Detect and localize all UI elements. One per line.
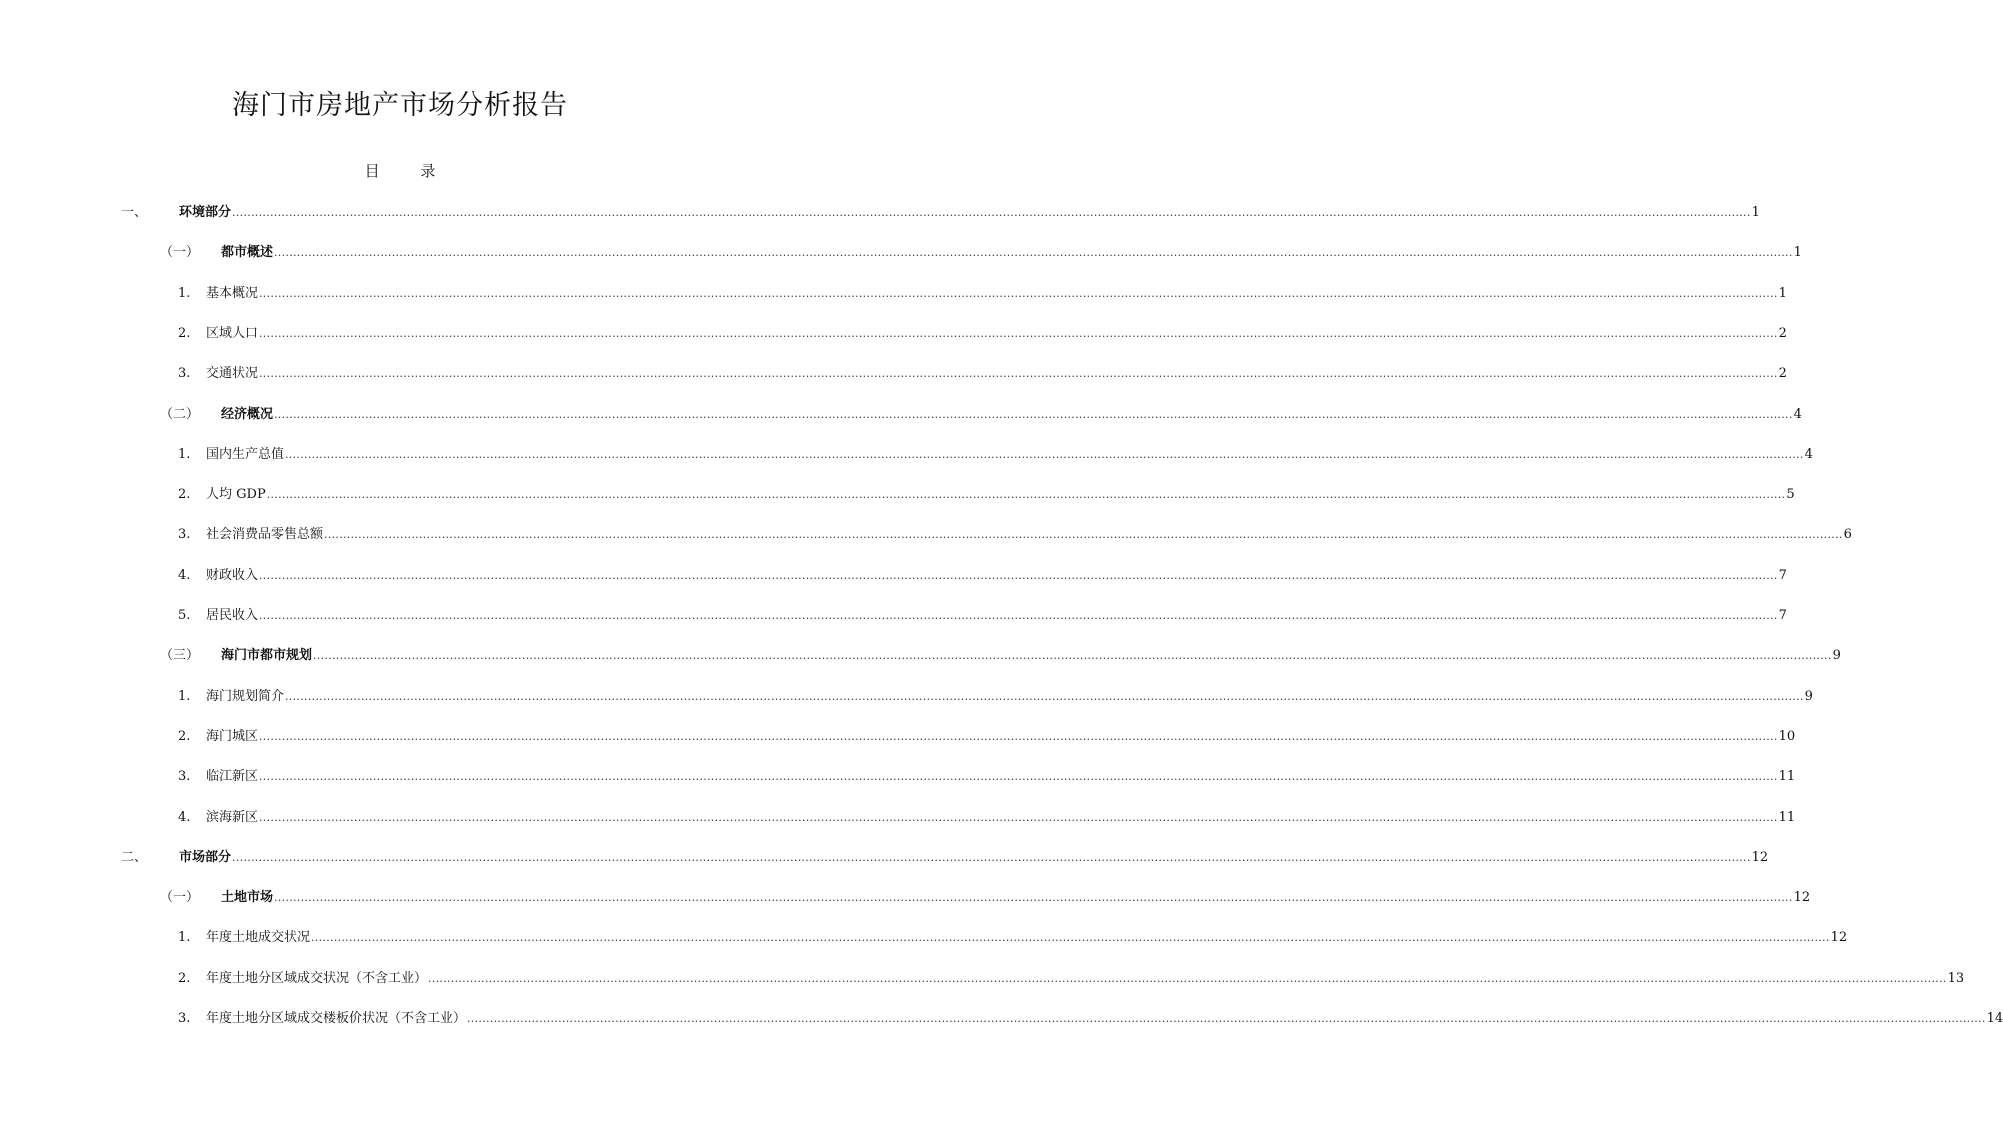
toc-entry[interactable] — [0, 928, 1848, 948]
toc-entry-page-number: 7 — [1778, 608, 1787, 623]
toc-entry[interactable] — [0, 1009, 2003, 1029]
toc-entry-label: 经济概况 — [221, 407, 274, 422]
toc-entry-label: 社会消费品零售总额 — [206, 527, 324, 542]
toc-entry-number: 2. — [178, 487, 191, 502]
toc-dot-leader: ................................................................................................................................................................................................................................................................................................................................................................................................................ — [428, 972, 1947, 985]
toc-dot-leader: ................................................................................................................................................................................................................................................................................................................................................................................................................ — [311, 931, 1830, 944]
toc-entry-number: （三） — [160, 648, 200, 663]
toc-entry-label: 都市概述 — [221, 245, 274, 260]
toc-dot-leader: ................................................................................................................................................................................................................................................................................................................................................................................................................ — [259, 287, 1778, 300]
toc-entry[interactable] — [0, 606, 1787, 626]
toc-entry-label: 海门城区 — [206, 729, 259, 744]
toc-dot-leader: ................................................................................................................................................................................................................................................................................................................................................................................................................ — [259, 569, 1778, 582]
toc-entry-number: 4. — [178, 810, 191, 825]
toc-entry-number: （二） — [160, 407, 200, 422]
toc-entry-number: 3. — [178, 769, 191, 784]
toc-entry-number: 1. — [178, 286, 191, 301]
toc-entry[interactable] — [0, 687, 1813, 707]
toc-entry-page-number: 1 — [1751, 205, 1760, 220]
toc-entry-page-number: 2 — [1778, 326, 1787, 341]
toc-entry-number: 5. — [178, 608, 191, 623]
toc-entry-page-number: 13 — [1947, 971, 1965, 986]
toc-entry-page-number: 1 — [1793, 245, 1802, 260]
toc-dot-leader: ................................................................................................................................................................................................................................................................................................................................................................................................................ — [285, 690, 1804, 703]
toc-entry-page-number: 12 — [1830, 930, 1848, 945]
toc-entry-label: 海门市都市规划 — [221, 648, 313, 663]
toc-entry-label: 基本概况 — [206, 286, 259, 301]
toc-entry[interactable] — [0, 324, 1787, 344]
toc-dot-leader: ................................................................................................................................................................................................................................................................................................................................................................................................................ — [274, 891, 1793, 904]
toc-entry-page-number: 12 — [1751, 850, 1769, 865]
toc-entry-label: 居民收入 — [206, 608, 259, 623]
toc-entry-page-number: 6 — [1843, 527, 1852, 542]
toc-entry-number: 3. — [178, 527, 191, 542]
toc-entry-label: 交通状况 — [206, 366, 259, 381]
toc-entry[interactable] — [0, 727, 1796, 747]
toc-dot-leader: ................................................................................................................................................................................................................................................................................................................................................................................................................ — [232, 851, 1751, 864]
toc-entry-label: 滨海新区 — [206, 810, 259, 825]
toc-entry[interactable] — [0, 888, 1811, 908]
toc-entry-page-number: 9 — [1804, 689, 1813, 704]
toc-dot-leader: ................................................................................................................................................................................................................................................................................................................................................................................................................ — [467, 1012, 1986, 1025]
toc-dot-leader: ................................................................................................................................................................................................................................................................................................................................................................................................................ — [274, 246, 1793, 259]
toc-entry-number: 二、 — [121, 850, 148, 865]
toc-dot-leader: ................................................................................................................................................................................................................................................................................................................................................................................................................ — [259, 811, 1778, 824]
toc-dot-leader: ................................................................................................................................................................................................................................................................................................................................................................................................................ — [259, 327, 1778, 340]
toc-entry-page-number: 11 — [1778, 769, 1796, 784]
toc-entry-number: （一） — [160, 245, 200, 260]
toc-entry[interactable] — [0, 848, 1769, 868]
document-title: 海门市房地产市场分析报告 — [232, 90, 568, 121]
toc-entry-label: 临江新区 — [206, 769, 259, 784]
toc-entry[interactable] — [0, 445, 1813, 465]
toc-entry-label: 人均 GDP — [206, 487, 266, 502]
toc-entry-page-number: 5 — [1786, 487, 1795, 502]
toc-entry-number: 1. — [178, 930, 191, 945]
toc-dot-leader: ................................................................................................................................................................................................................................................................................................................................................................................................................ — [259, 609, 1778, 622]
toc-entry-number: 一、 — [121, 205, 148, 220]
toc-entry[interactable] — [0, 243, 1802, 263]
toc-entry-label: 财政收入 — [206, 568, 259, 583]
toc-entry[interactable] — [0, 284, 1787, 304]
toc-entry-number: 1. — [178, 689, 191, 704]
toc-dot-leader: ................................................................................................................................................................................................................................................................................................................................................................................................................ — [259, 730, 1778, 743]
toc-dot-leader: ................................................................................................................................................................................................................................................................................................................................................................................................................ — [259, 367, 1778, 380]
toc-entry-number: 3. — [178, 1011, 191, 1026]
toc-entry[interactable] — [0, 969, 1965, 989]
toc-entry-page-number: 10 — [1778, 729, 1796, 744]
toc-entry[interactable] — [0, 203, 1760, 223]
toc-entry-label: 土地市场 — [221, 890, 274, 905]
toc-entry-number: 1. — [178, 447, 191, 462]
toc-entry-page-number: 2 — [1778, 366, 1787, 381]
toc-entry-number: 4. — [178, 568, 191, 583]
toc-entry-page-number: 9 — [1832, 648, 1841, 663]
toc-dot-leader: ................................................................................................................................................................................................................................................................................................................................................................................................................ — [285, 448, 1804, 461]
toc-entry[interactable] — [0, 566, 1787, 586]
toc-dot-leader: ................................................................................................................................................................................................................................................................................................................................................................................................................ — [259, 770, 1778, 783]
toc-entry-label: 年度土地成交状况 — [206, 930, 311, 945]
toc-dot-leader: ................................................................................................................................................................................................................................................................................................................................................................................................................ — [324, 528, 1843, 541]
toc-entry-label: 海门规划简介 — [206, 689, 285, 704]
toc-entry-label: 市场部分 — [179, 850, 232, 865]
toc-entry-page-number: 1 — [1778, 286, 1787, 301]
toc-entry-page-number: 7 — [1778, 568, 1787, 583]
toc-entry-label: 年度土地分区域成交楼板价状况（不含工业） — [206, 1011, 467, 1026]
toc-entry[interactable] — [0, 767, 1796, 787]
toc-entry-number: （一） — [160, 890, 200, 905]
toc-entry-label: 年度土地分区域成交状况（不含工业） — [206, 971, 428, 986]
toc-entry-label: 区域人口 — [206, 326, 259, 341]
toc-entry-page-number: 4 — [1804, 447, 1813, 462]
toc-entry-page-number: 12 — [1793, 890, 1811, 905]
toc-dot-leader: ................................................................................................................................................................................................................................................................................................................................................................................................................ — [313, 649, 1832, 662]
toc-entry-number: 2. — [178, 326, 191, 341]
toc-entry-page-number: 11 — [1778, 810, 1796, 825]
toc-heading: 目 录 — [364, 162, 454, 180]
toc-dot-leader: ................................................................................................................................................................................................................................................................................................................................................................................................................ — [266, 488, 1786, 501]
toc-entry-number: 2. — [178, 971, 191, 986]
toc-entry-number: 3. — [178, 366, 191, 381]
toc-entry[interactable] — [0, 808, 1796, 828]
toc-entry[interactable] — [0, 485, 1795, 505]
toc-entry[interactable] — [0, 405, 1802, 425]
toc-entry-page-number: 4 — [1793, 407, 1802, 422]
toc-entry[interactable] — [0, 646, 1841, 666]
toc-entry[interactable] — [0, 364, 1787, 384]
toc-entry[interactable] — [0, 525, 1852, 545]
toc-dot-leader: ................................................................................................................................................................................................................................................................................................................................................................................................................ — [274, 408, 1793, 421]
toc-dot-leader: ................................................................................................................................................................................................................................................................................................................................................................................................................ — [232, 206, 1751, 219]
toc-entry-label: 国内生产总值 — [206, 447, 285, 462]
toc-entry-page-number: 14 — [1986, 1011, 2003, 1026]
toc-entry-number: 2. — [178, 729, 191, 744]
toc-entry-label: 环境部分 — [179, 205, 232, 220]
